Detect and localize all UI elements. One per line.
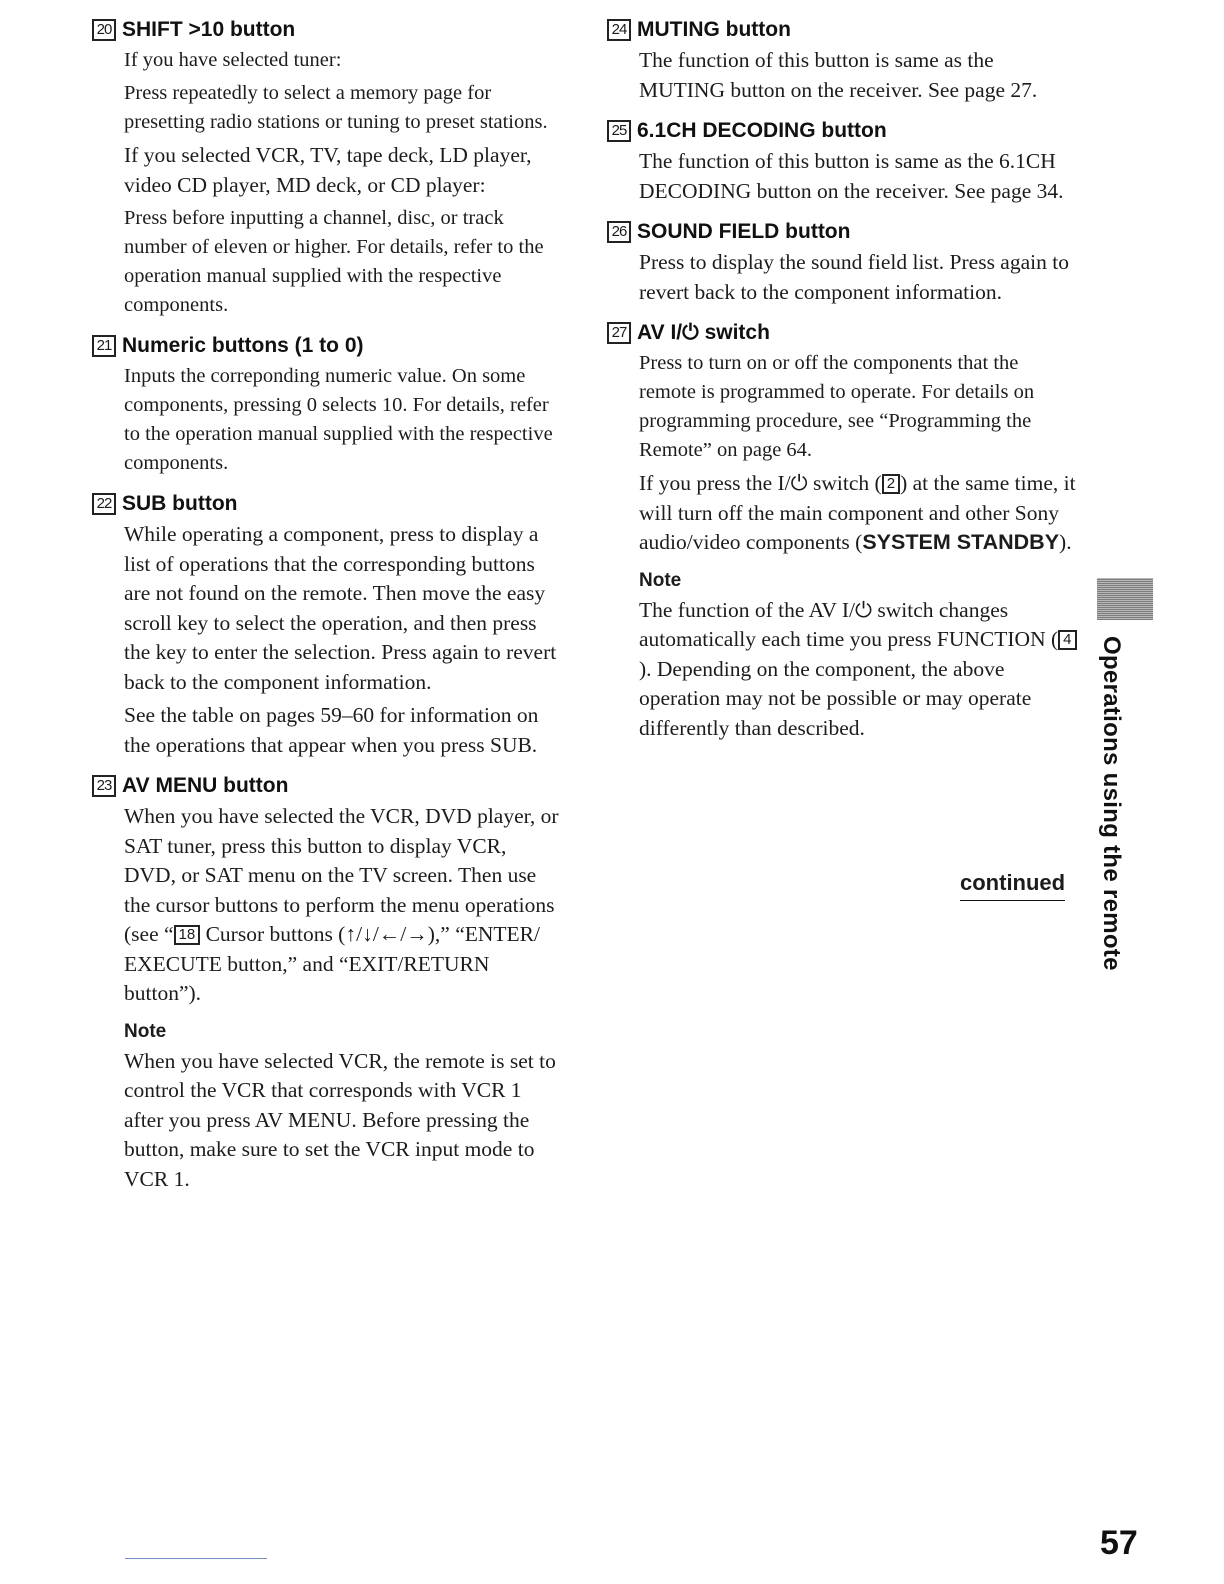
note-heading: Note xyxy=(639,569,682,591)
item-reference-badge: 4 xyxy=(1058,630,1076,650)
paragraph: Press repeatedly to select a memory page for presetting radio stations or tuning to preset stations. xyxy=(124,82,548,133)
item-number-badge: 24 xyxy=(607,19,631,41)
section-tab-marker xyxy=(1097,578,1153,620)
text-run: ). xyxy=(1059,530,1072,554)
section-heading: SHIFT >10 button xyxy=(122,18,296,41)
item-number-badge: 21 xyxy=(92,335,116,357)
paragraph: If you have selected tuner: xyxy=(124,49,342,71)
section-muting xyxy=(607,18,1077,105)
system-standby-label: SYSTEM STANDBY xyxy=(862,530,1060,554)
paragraph: See the table on pages 59–60 for information on the operations that appear when you press SUB. xyxy=(124,703,539,757)
section-heading: 6.1CH DECODING button xyxy=(637,119,887,142)
paragraph xyxy=(124,802,562,1009)
item-reference-badge: 18 xyxy=(174,925,201,945)
note-text xyxy=(639,596,1077,744)
paragraph: The function of this button is same as the MUTING button on the receiver. See page 27. xyxy=(639,48,1038,102)
text-run: ) at the same time, it will turn off the main component and other Sony audio/video components ( xyxy=(639,471,1076,554)
text-run: ). Depending on the component, the above operation may not be possible or may operate differently than described. xyxy=(639,656,1032,740)
note-heading: Note xyxy=(124,1020,167,1042)
paragraph: Press before inputting a channel, disc, or track number of eleven or higher. For details, refer to the operation manual supplied with the respective components. xyxy=(124,207,544,316)
left-column xyxy=(92,18,562,1208)
paragraph: Press to display the sound field list. Press again to revert back to the component information. xyxy=(639,250,1069,304)
paragraph: If you selected VCR, TV, tape deck, LD player, video CD player, MD deck, or CD player: xyxy=(124,143,532,197)
section-heading: MUTING button xyxy=(637,18,791,41)
text-run: The function of the AV I/⏻ switch changes automatically each time you press FUNCTION ( xyxy=(639,597,1059,651)
right-column xyxy=(607,18,1077,757)
continued-label: continued xyxy=(960,870,1065,901)
section-heading: AV MENU button xyxy=(122,774,289,797)
section-heading: SOUND FIELD button xyxy=(637,220,851,243)
page-number: 57 xyxy=(1100,1524,1138,1562)
item-number-badge: 27 xyxy=(607,322,631,344)
item-reference-badge: 2 xyxy=(882,474,900,494)
text-run: Cursor buttons (↑/↓/←/→),” “ENTER/ EXECUTE button,” and “EXIT/RETURN button”). xyxy=(124,922,540,1005)
section-shift-10 xyxy=(92,18,562,320)
item-number-badge: 25 xyxy=(607,120,631,142)
section-sub-button xyxy=(92,492,562,760)
paragraph xyxy=(639,469,1077,558)
paragraph: While operating a component, press to display a list of operations that the corresponding buttons are not found on the remote. Then move the easy scroll key to select the operation, and then press the key to enter the selection. Press again to revert back to the component information. xyxy=(124,522,557,694)
text-run: When you have selected the VCR, DVD player, or SAT tuner, press this button to display VCR, DVD, or SAT menu on the TV screen. Then use the cursor buttons to perform the menu operations (see “ xyxy=(124,804,559,946)
section-av-power-switch xyxy=(607,321,1077,743)
section-heading: SUB button xyxy=(122,492,238,515)
section-6-1ch-decoding xyxy=(607,119,1077,206)
section-av-menu xyxy=(92,774,562,1194)
section-sound-field xyxy=(607,220,1077,307)
footer-rule xyxy=(125,1558,267,1559)
note-text: When you have selected VCR, the remote is set to control the VCR that corresponds with VCR 1 after you press AV MENU. Before pressing the button, make sure to set the VCR input mode to VCR 1. xyxy=(124,1048,556,1191)
section-heading: Numeric buttons (1 to 0) xyxy=(122,334,364,357)
side-tab-label: Operations using the remote xyxy=(1098,636,1125,971)
section-numeric-buttons xyxy=(92,334,562,478)
item-number-badge: 22 xyxy=(92,493,116,515)
paragraph: Press to turn on or off the components that the remote is programmed to operate. For details on programming procedure, see “Programming the Remote” on page 64. xyxy=(639,352,1035,461)
item-number-badge: 23 xyxy=(92,775,116,797)
text-run: If you press the I/⏻ switch ( xyxy=(639,471,882,495)
item-number-badge: 26 xyxy=(607,221,631,243)
item-number-badge: 20 xyxy=(92,19,116,41)
paragraph: Inputs the correponding numeric value. On some components, pressing 0 selects 10. For details, refer to the operation manual supplied with the respective components. xyxy=(124,365,553,474)
paragraph: The function of this button is same as the 6.1CH DECODING button on the receiver. See page 34. xyxy=(639,149,1064,203)
section-heading: AV I/⏻ switch xyxy=(637,321,770,344)
